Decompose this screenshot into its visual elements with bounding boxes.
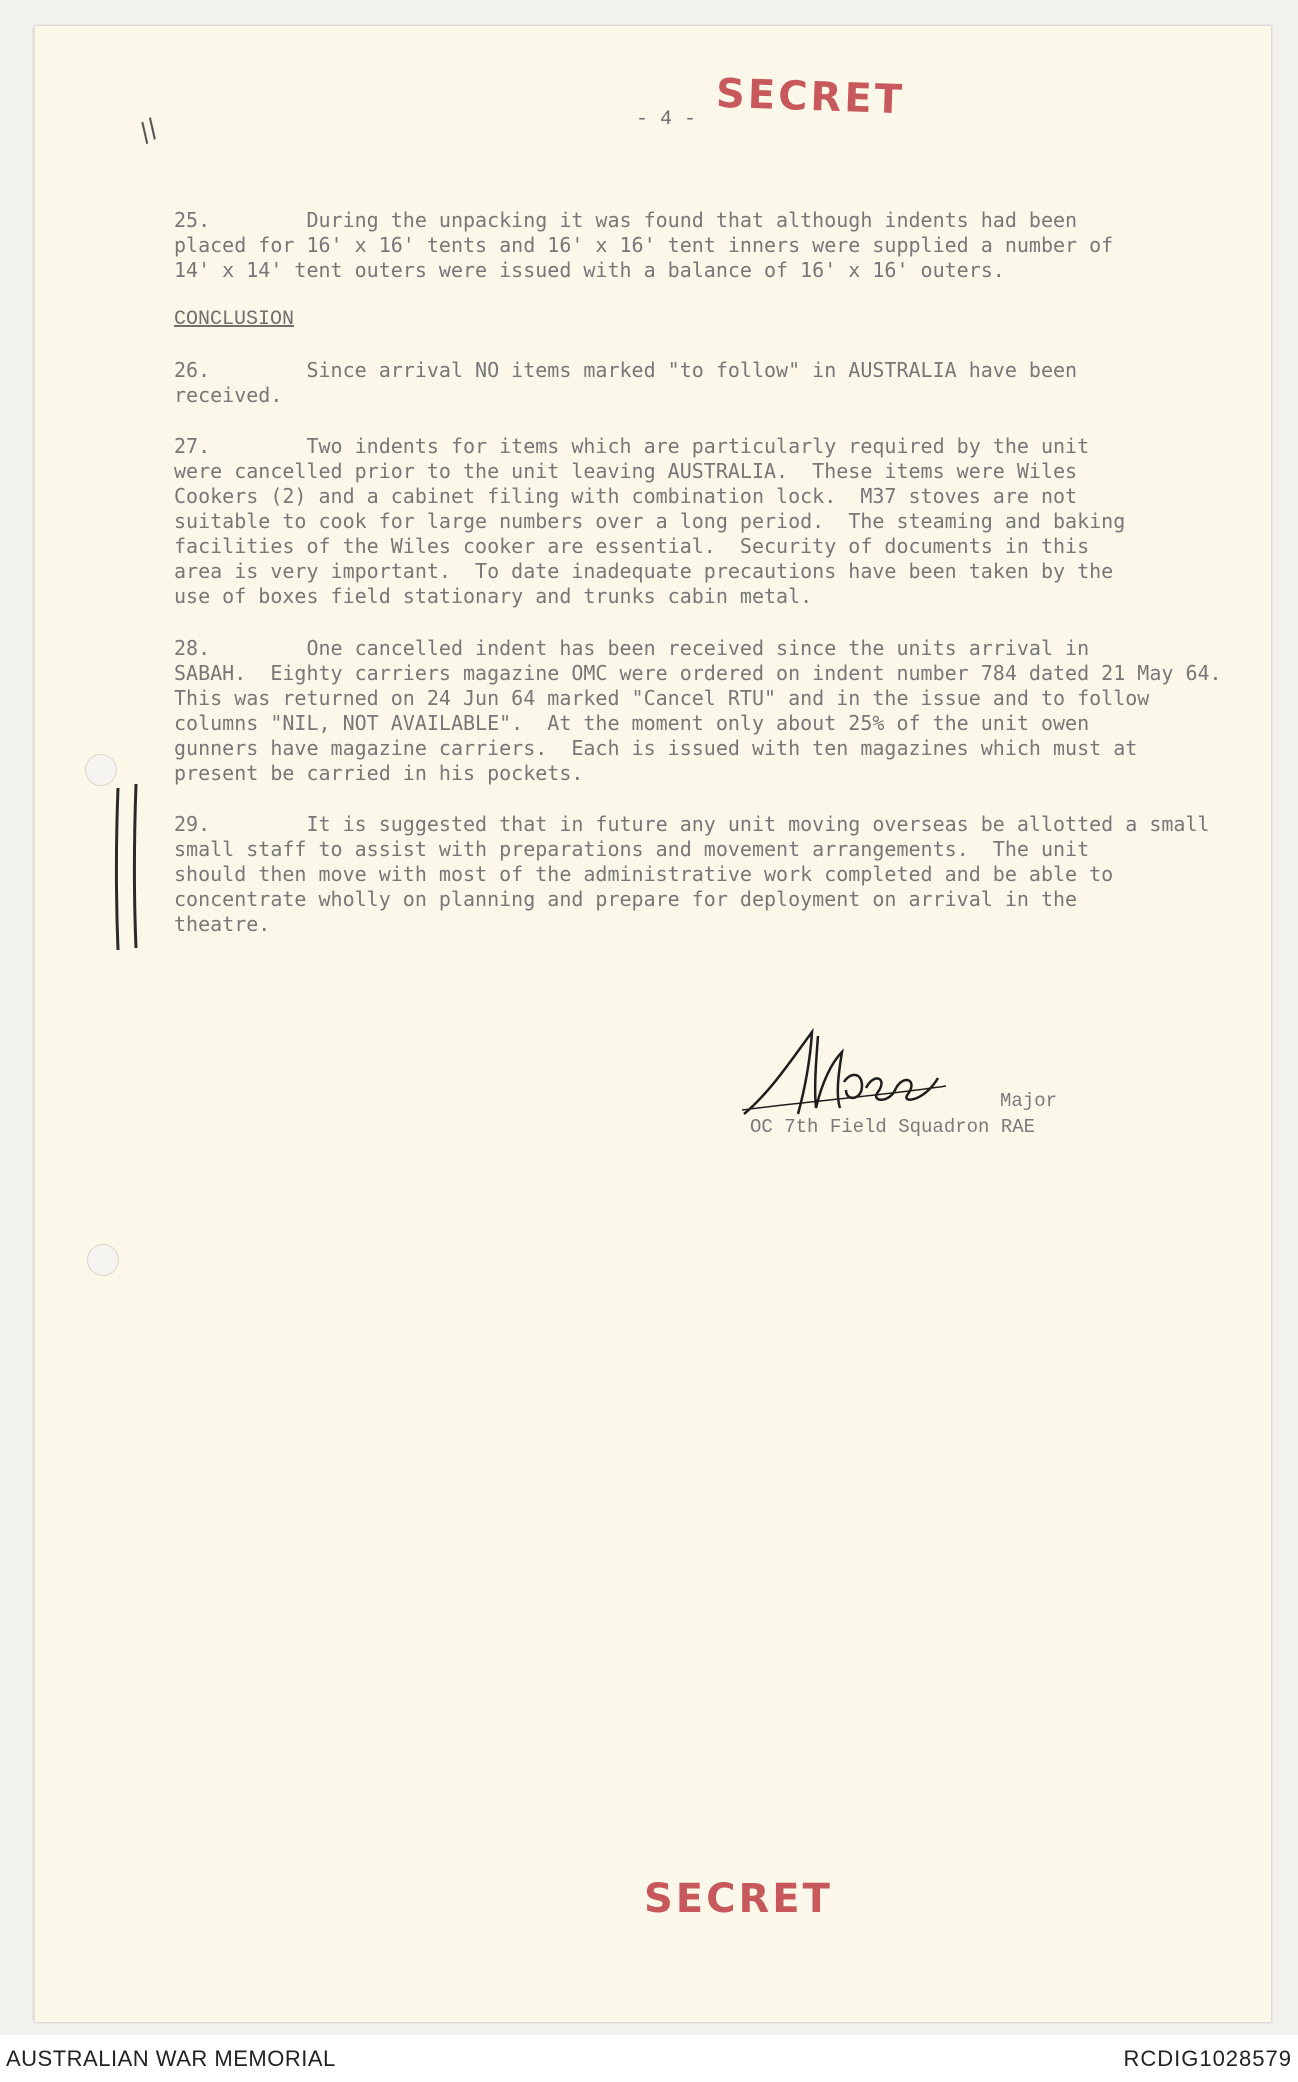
classification-stamp-bottom: SECRET bbox=[644, 1876, 833, 1922]
signatory-appointment: OC 7th Field Squadron RAE bbox=[750, 1116, 1036, 1138]
footer-reference: RCDIG1028579 bbox=[1123, 2046, 1292, 2071]
paragraph-29: 29. It is suggested that in future any unit moving overseas be allotted a small small staff to assist with preparations and movement arrangements. The unit should then move with most of the administrative work completed and be able to concentrate wholly on planning and prepare for deployment on arrival in the theatre. bbox=[174, 812, 1210, 936]
handwritten-signature bbox=[740, 1022, 970, 1122]
paragraph-26: 26. Since arrival NO items marked "to follow" in AUSTRALIA have been received. bbox=[174, 358, 1078, 407]
pen-tick-icon: // bbox=[133, 113, 164, 149]
footer-institution: AUSTRALIAN WAR MEMORIAL bbox=[6, 2046, 336, 2071]
classification-stamp-top: SECRET bbox=[715, 70, 906, 124]
punch-hole-bottom bbox=[87, 1244, 119, 1276]
paragraph-25: 25. During the unpacking it was found that although indents had been placed for 16' x 16' tents and 16' x 16' tent inners were supplied a number of 14' x 14' tent outers were issued with a balance of 16' x 16' outers. bbox=[174, 208, 1114, 282]
margin-marker-lines bbox=[108, 780, 148, 960]
section-heading: CONCLUSION bbox=[174, 308, 295, 331]
signatory-rank: Major bbox=[1000, 1090, 1058, 1112]
paragraph-27: 27. Two indents for items which are particularly required by the unit were cancelled prior to the unit leaving AUSTRALIA. These items were Wiles Cookers (2) and a cabinet filing with combination lock. M37 stoves are not suitable to cook for large numbers over a long period. The steaming and baking facilities of the Wiles cooker are essential. Security of documents in this area is very important. To date inadequate precautions have been taken by the use of boxes field stationary and trunks cabin metal. bbox=[174, 434, 1126, 608]
page-number: - 4 - bbox=[636, 108, 697, 131]
paragraph-28: 28. One cancelled indent has been received since the units arrival in SABAH. Eighty carriers magazine OMC were ordered on indent number 784 dated 21 May 64. This was returned on 24 Jun 64 marked "Cancel RTU" and in the issue and to follow columns "NIL, NOT AVAILABLE". At the moment only about 25% of the unit owen gunners have magazine carriers. Each is issued with ten magazines which must at present be carried in his pockets. bbox=[174, 636, 1222, 785]
